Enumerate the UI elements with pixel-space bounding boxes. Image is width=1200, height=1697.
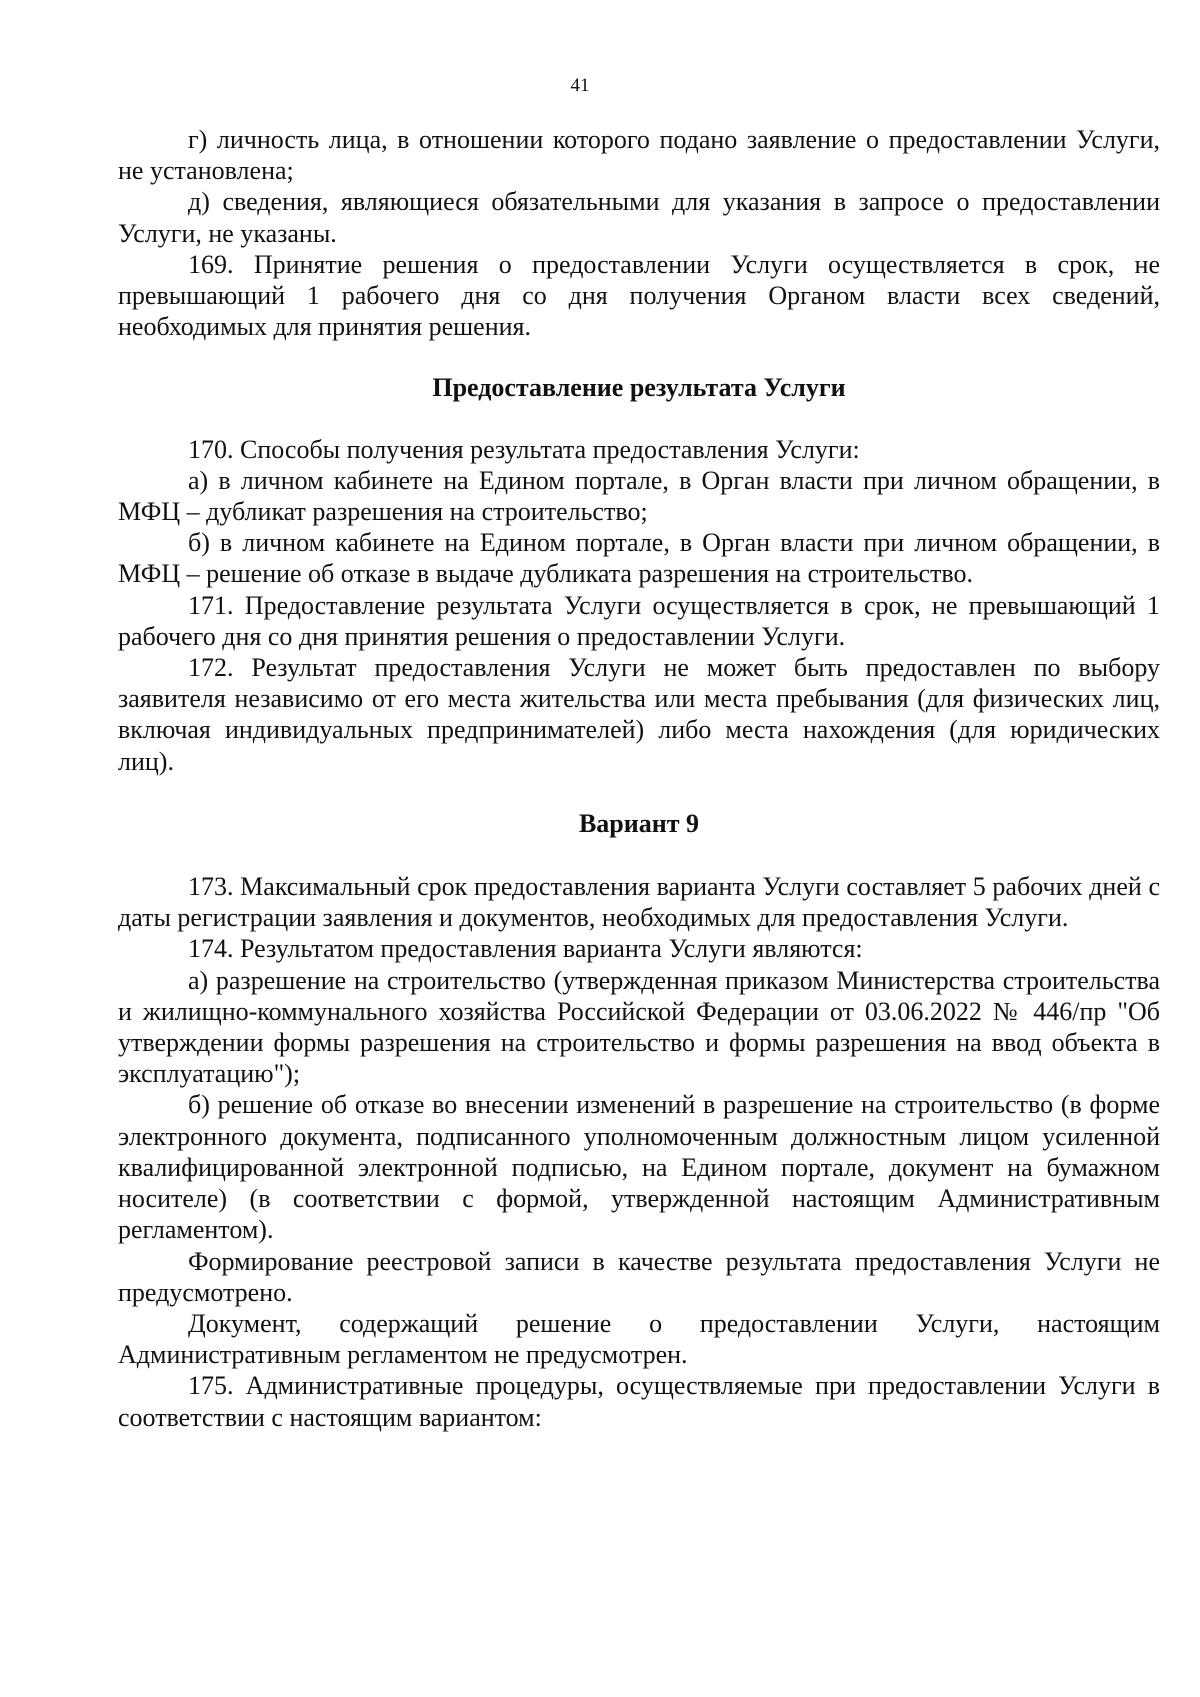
section-heading-result: Предоставление результата Услуги — [432, 373, 846, 403]
paragraph-172: 172. Результат предоставления Услуги не может быть предоставлен по выбору заявителя независимо от его места жительства или места пребывания (для физических лиц, включая индивидуальных предпринимателей) либо места нахождения (для юридических лиц). — [118, 653, 1160, 776]
paragraph-item-d: д) сведения, являющиеся обязательными для указания в запросе о предоставлении Услуги, не указаны. — [118, 187, 1160, 248]
paragraph-174-b: б) решение об отказе во внесении изменений в разрешение на строительство (в форме электронного документа, подписанного уполномоченным должностным лицом усиленной квалифицированной электронной подписью, на Едином портале, документ на бумажном носителе) (в соответствии с формой, утвержденной настоящим Административным регламентом). — [118, 1090, 1160, 1245]
paragraph-175: 175. Административные процедуры, осуществляемые при предоставлении Услуги в соответствии с настоящим вариантом: — [118, 1371, 1160, 1432]
paragraph-item-g: г) личность лица, в отношении которого подано заявление о предоставлении Услуги, не установлена; — [118, 125, 1160, 186]
document-body — [118, 124, 1160, 1433]
paragraph-169: 169. Принятие решения о предоставлении Услуги осуществляется в срок, не превышающий 1 рабочего дня со дня получения Органом власти всех сведений, необходимых для принятия решения. — [118, 249, 1160, 342]
paragraph-170-b: б) в личном кабинете на Едином портале, в Орган власти при личном обращении, в МФЦ – решение об отказе в выдаче дубликата разрешения на строительство. — [118, 528, 1160, 589]
paragraph-decision-document: Документ, содержащий решение о предоставлении Услуги, настоящим Административным регламентом не предусмотрен. — [118, 1308, 1160, 1370]
paragraph-171: 171. Предоставление результата Услуги осуществляется в срок, не превышающий 1 рабочего дня со дня принятия решения о предоставлении Услуги. — [118, 590, 1160, 651]
paragraph-registry-record: Формирование реестровой записи в качестве результата предоставления Услуги не предусмотрено. — [118, 1246, 1160, 1307]
paragraph-173: 173. Максимальный срок предоставления варианта Услуги составляет 5 рабочих дней с даты регистрации заявления и документов, необходимых для предоставления Услуги. — [118, 872, 1160, 933]
paragraph-174: 174. Результатом предоставления варианта Услуги являются: — [188, 934, 863, 964]
paragraph-174-a: а) разрешение на строительство (утвержденная приказом Министерства строительства и жилищно-коммунального хозяйства Российской Федерации от 03.06.2022 № 446/пр "Об утверждении формы разрешения на строительство и формы разрешения на ввод объекта в эксплуатацию"); — [118, 965, 1160, 1089]
page-number: 41 — [570, 75, 590, 96]
section-heading-variant-9: Вариант 9 — [578, 808, 700, 838]
paragraph-170: 170. Способы получения результата предоставления Услуги: — [188, 434, 860, 464]
paragraph-170-a: а) в личном кабинете на Едином портале, в Орган власти при личном обращении, в МФЦ – дубликат разрешения на строительство; — [118, 465, 1160, 527]
